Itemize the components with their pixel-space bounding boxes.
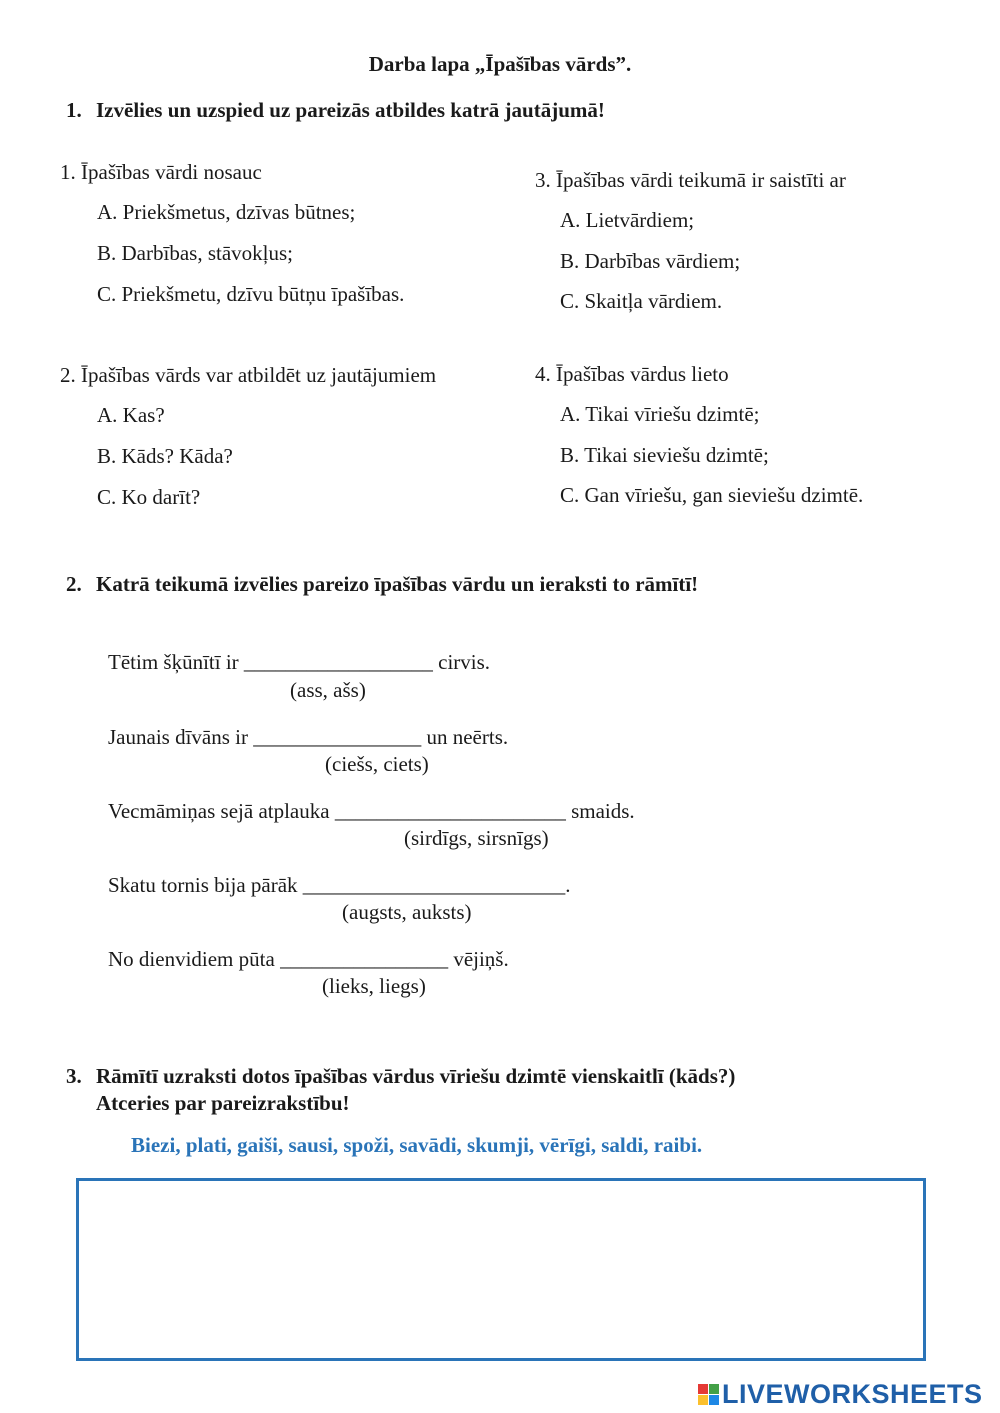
- sentence-3: [108, 799, 635, 824]
- sentence-5-after: vējiņš.: [453, 947, 509, 971]
- question-4-text: 4. Īpašības vārdus lieto: [535, 362, 729, 386]
- sentence-5-before: No dienvidiem pūta: [108, 947, 275, 971]
- question-1-option-a[interactable]: A. Priekšmetus, dzīvas būtnes;: [97, 200, 356, 224]
- question-2-option-b[interactable]: B. Kāds? Kāda?: [97, 444, 233, 468]
- question-4-option-b[interactable]: B. Tikai sieviešu dzimtē;: [560, 443, 769, 467]
- task3-heading-line2: Atceries par pareizrakstību!: [96, 1091, 350, 1115]
- sentence-1-hint: (ass, ašs): [290, 678, 366, 702]
- sentence-2: [108, 725, 508, 750]
- question-1-option-c[interactable]: C. Priekšmetu, dzīvu būtņu īpašības.: [97, 282, 405, 306]
- sentence-1-blank[interactable]: __________________: [243, 650, 433, 674]
- question-3-option-b[interactable]: B. Darbības vārdiem;: [560, 249, 741, 273]
- task2-heading: Katrā teikumā izvēlies pareizo īpašības vārdu un ieraksti to rāmītī!: [96, 572, 699, 596]
- sentence-1: [108, 650, 490, 675]
- logo-mark-square-1: [698, 1384, 708, 1394]
- question-2-option-a[interactable]: A. Kas?: [97, 403, 165, 427]
- question-3-text: 3. Īpašības vārdi teikumā ir saistīti ar: [535, 168, 846, 192]
- task2-number: 2.: [66, 572, 82, 596]
- sentence-5-blank[interactable]: ________________: [280, 947, 449, 971]
- logo-mark-square-4: [709, 1395, 719, 1405]
- question-1-text: 1. Īpašības vārdi nosauc: [60, 160, 262, 184]
- question-2-option-c[interactable]: C. Ko darīt?: [97, 485, 201, 509]
- sentence-4-blank[interactable]: _________________________: [302, 873, 566, 897]
- liveworksheets-logo: [698, 1378, 983, 1410]
- question-4-option-c[interactable]: C. Gan vīriešu, gan sieviešu dzimtē.: [560, 483, 864, 507]
- sentence-1-after: cirvis.: [438, 650, 491, 674]
- task1-heading: Izvēlies un uzspied uz pareizās atbildes katrā jautājumā!: [96, 98, 605, 122]
- task3-heading-line1: Rāmītī uzraksti dotos īpašības vārdus vīriešu dzimtē vienskaitlī (kāds?): [96, 1064, 736, 1088]
- question-3-option-c[interactable]: C. Skaitļa vārdiem.: [560, 289, 723, 313]
- logo-mark-square-2: [709, 1384, 719, 1394]
- task3-answer-box[interactable]: [76, 1178, 926, 1361]
- sentence-4: [108, 873, 571, 898]
- logo-mark-square-3: [698, 1395, 708, 1405]
- sentence-2-blank[interactable]: ________________: [253, 725, 422, 749]
- question-4-option-a[interactable]: A. Tikai vīriešu dzimtē;: [560, 402, 760, 426]
- sentence-3-after: smaids.: [571, 799, 635, 823]
- sentence-4-after: .: [565, 873, 571, 897]
- sentence-5-hint: (lieks, liegs): [322, 974, 426, 998]
- question-1-option-b[interactable]: B. Darbības, stāvokļus;: [97, 241, 293, 265]
- sentence-1-before: Tētim šķūnītī ir: [108, 650, 239, 674]
- sentence-2-before: Jaunais dīvāns ir: [108, 725, 248, 749]
- sentence-2-hint: (ciešs, ciets): [325, 752, 429, 776]
- task1-number: 1.: [66, 98, 82, 122]
- page-title: Darba lapa „Īpašības vārds”.: [368, 52, 632, 76]
- task3-word-list: Biezi, plati, gaiši, sausi, spoži, savādi, skumji, vērīgi, saldi, raibi.: [131, 1133, 703, 1157]
- question-2-text: 2. Īpašības vārds var atbildēt uz jautājumiem: [60, 363, 437, 387]
- sentence-3-blank[interactable]: ______________________: [334, 799, 566, 823]
- task3-number: 3.: [66, 1064, 82, 1088]
- sentence-5: [108, 947, 509, 972]
- sentence-3-before: Vecmāmiņas sejā atplauka: [108, 799, 330, 823]
- logo-mark-icon: [698, 1384, 719, 1405]
- sentence-4-hint: (augsts, auksts): [342, 900, 472, 924]
- logo-text: LIVEWORKSHEETS: [722, 1378, 983, 1409]
- sentence-3-hint: (sirdīgs, sirsnīgs): [404, 826, 549, 850]
- sentence-2-after: un neērts.: [426, 725, 509, 749]
- sentence-4-before: Skatu tornis bija pārāk: [108, 873, 298, 897]
- question-3-option-a[interactable]: A. Lietvārdiem;: [560, 208, 695, 232]
